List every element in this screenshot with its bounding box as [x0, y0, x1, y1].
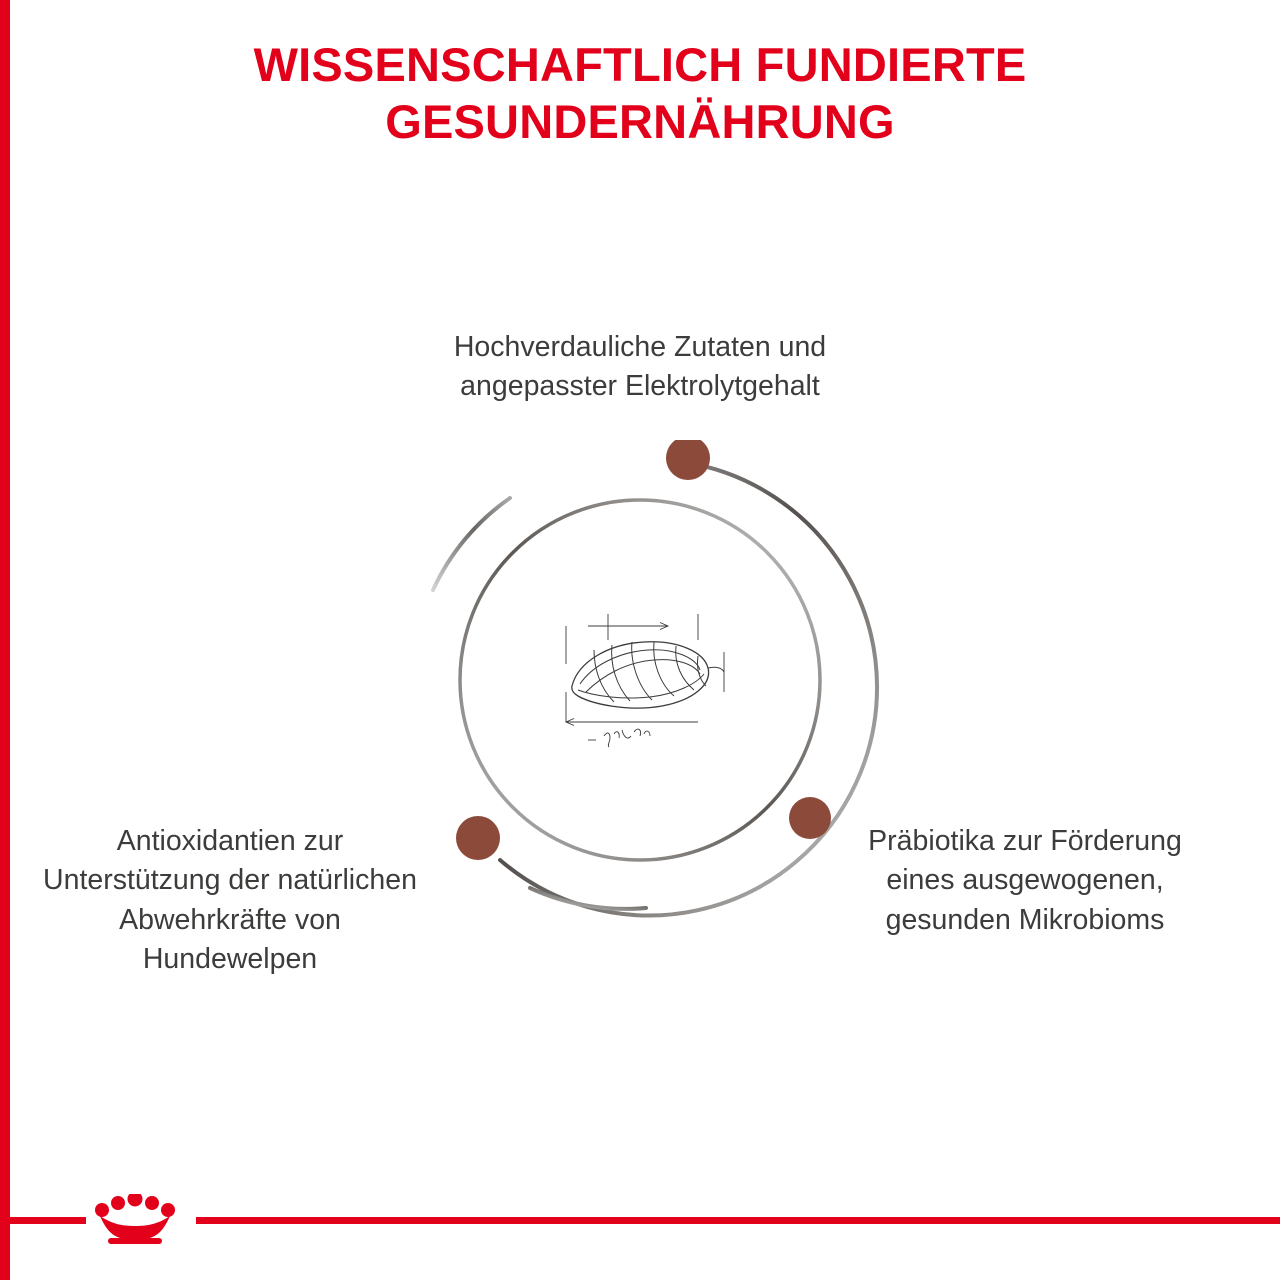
callout-left: Antioxidantien zur Unterstützung der natürlichen Abwehrkräfte von Hundewelpen — [43, 825, 417, 975]
benefits-diagram — [0, 300, 1280, 1080]
footer-rule-left — [0, 1217, 86, 1224]
callout-right: Präbiotika zur Förderung eines ausgewogenen, gesunden Mikrobioms — [868, 825, 1182, 936]
footer-brand-bar — [0, 1208, 1280, 1232]
kibble-sketch-icon — [548, 600, 748, 750]
node-dot-left — [456, 816, 500, 860]
callout-top: Hochverdauliche Zutaten und angepasster Elektrolytgehalt — [453, 331, 827, 403]
footer-rule-right — [196, 1217, 1280, 1224]
node-dot-top — [666, 440, 710, 480]
page-title: WISSENSCHAFTLICH FUNDIERTE GESUNDERNÄHRUNG — [253, 38, 1027, 149]
royal-canin-crown-logo — [92, 1194, 190, 1246]
node-dot-right — [789, 797, 831, 839]
